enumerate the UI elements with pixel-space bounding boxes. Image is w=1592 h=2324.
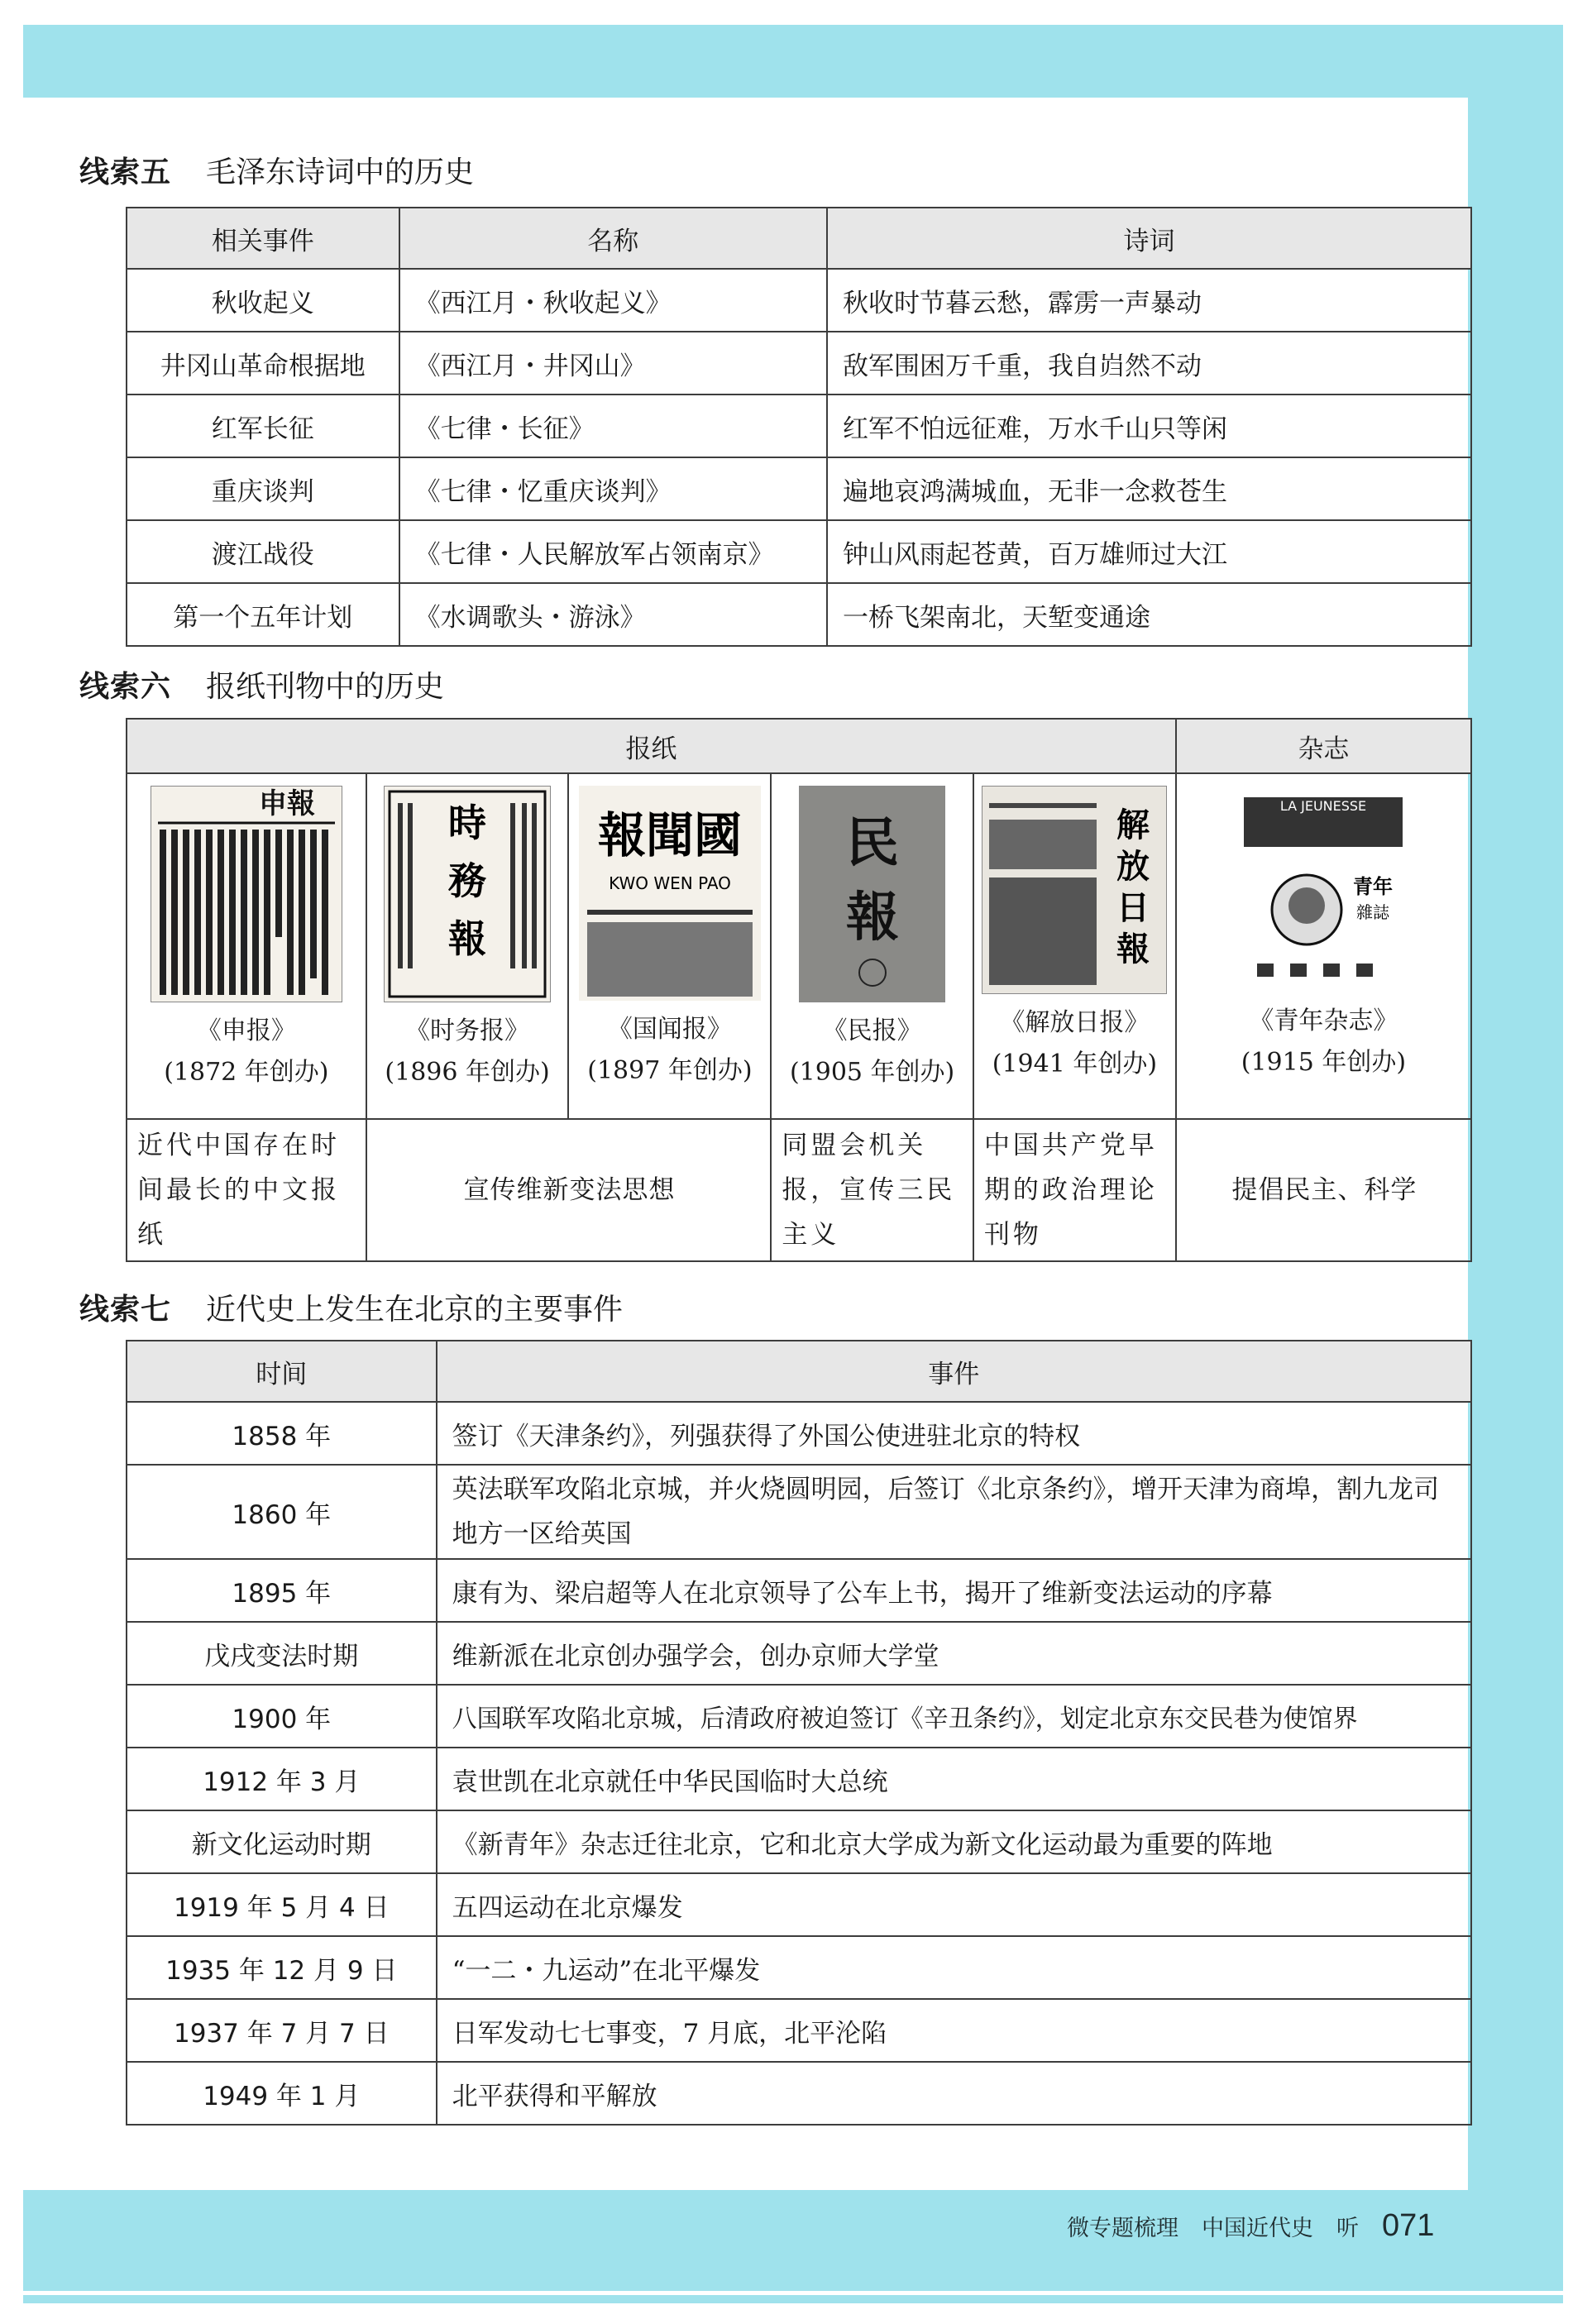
time-cell: 新文化运动时期 — [127, 1810, 437, 1873]
masthead-char: 務 — [448, 858, 487, 903]
event-cell: 北平获得和平解放 — [437, 2062, 1471, 2125]
column-header: 时间 — [127, 1341, 437, 1402]
event-cell: “一二・九运动”在北平爆发 — [437, 1936, 1471, 1999]
event-cell: 秋收起义 — [127, 269, 399, 332]
time-cell: 1912 年 3 月 — [127, 1748, 437, 1810]
paper-name: 《国闻报》 — [607, 1015, 732, 1044]
masthead-char: 民 — [846, 812, 900, 874]
poem-title-cell: 《七律・忆重庆谈判》 — [399, 457, 827, 520]
time-cell: 1895 年 — [127, 1559, 437, 1622]
poem-line-cell: 遍地哀鸿满城血，无非一念救苍生 — [827, 457, 1471, 520]
section-tag: 线索六 — [79, 670, 172, 704]
shiwubao-cover — [385, 787, 550, 1002]
time-cell: 1919 年 5 月 4 日 — [127, 1873, 437, 1936]
section-6-heading — [79, 663, 444, 705]
masthead-text: 青年 — [1353, 874, 1394, 898]
beijing-events-table — [126, 1340, 1472, 2126]
event-cell: 日军发动七七事变，7 月底，北平沦陷 — [437, 1999, 1471, 2062]
time-cell: 1949 年 1 月 — [127, 2062, 437, 2125]
section-tag: 线索五 — [79, 155, 172, 189]
paper-cell-shenbao — [127, 773, 366, 1119]
paper-name: 《青年杂志》 — [1249, 1007, 1398, 1035]
paper-cell-shiwubao — [366, 773, 569, 1119]
masthead-char: 放 — [1116, 847, 1150, 886]
table-row — [127, 1559, 1471, 1622]
minbao-image — [799, 786, 945, 1002]
event-cell: 维新派在北京创办强学会，创办京师大学堂 — [437, 1622, 1471, 1685]
poem-title-cell: 《七律・长征》 — [399, 395, 827, 457]
poem-line-cell: 红军不怕远征难，万水千山只等闲 — [827, 395, 1471, 457]
paper-year: (1905 年创办) — [789, 1058, 955, 1087]
table-row — [127, 1936, 1471, 1999]
purpose-cell: 近代中国存在时间最长的中文报纸 — [127, 1119, 366, 1261]
table-header-row — [127, 208, 1471, 269]
newspapers-table — [126, 718, 1472, 1262]
event-cell: 井冈山革命根据地 — [127, 332, 399, 395]
masthead-text: 雜誌 — [1356, 902, 1390, 922]
poem-line-cell: 敌军围困万千重，我自岿然不动 — [827, 332, 1471, 395]
time-cell: 1935 年 12 月 9 日 — [127, 1936, 437, 1999]
masthead-en: KWO WEN PAO — [608, 873, 731, 893]
paper-name: 《民报》 — [822, 1016, 922, 1045]
footer-subject: 中国近代史 — [1202, 2216, 1313, 2241]
paper-year: (1872 年创办) — [164, 1058, 329, 1087]
table-row — [127, 1685, 1471, 1748]
table-row — [127, 520, 1471, 583]
time-cell: 1858 年 — [127, 1402, 437, 1465]
jiefangribao-image — [982, 786, 1167, 994]
minbao-cover — [800, 787, 944, 1002]
table-row — [127, 457, 1471, 520]
table-row — [127, 269, 1471, 332]
qingnianzazhi-image — [1241, 786, 1406, 992]
table-row — [127, 1748, 1471, 1810]
table-row — [127, 1622, 1471, 1685]
page-number: 071 — [1382, 2208, 1435, 2243]
page-frame-top — [23, 25, 1563, 98]
masthead-char: 日 — [1116, 888, 1150, 927]
time-cell: 1937 年 7 月 7 日 — [127, 1999, 437, 2062]
qingnianzazhi-cover — [1241, 786, 1406, 992]
section-7-heading — [79, 1286, 623, 1328]
column-header: 相关事件 — [127, 208, 399, 269]
table-header-row — [127, 719, 1471, 773]
poem-title-cell: 《西江月・井冈山》 — [399, 332, 827, 395]
paper-name: 《解放日报》 — [1000, 1008, 1150, 1037]
purpose-cell: 中国共产党早期的政治理论刊物 — [973, 1119, 1176, 1261]
paper-cell-jiefangribao — [973, 773, 1176, 1119]
column-header: 事件 — [437, 1341, 1471, 1402]
event-cell: 签订《天津条约》，列强获得了外国公使进驻北京的特权 — [437, 1402, 1471, 1465]
event-cell: 第一个五年计划 — [127, 583, 399, 646]
column-header: 诗词 — [827, 208, 1471, 269]
event-cell: 渡江战役 — [127, 520, 399, 583]
guowenbao-image — [579, 786, 761, 1001]
table-row — [127, 332, 1471, 395]
page-footer — [1067, 2208, 1434, 2250]
purpose-cell: 宣传维新变法思想 — [366, 1119, 772, 1261]
images-row — [127, 773, 1471, 1119]
shenbao-image — [151, 786, 342, 1002]
paper-year: (1897 年创办) — [587, 1056, 753, 1085]
purpose-row — [127, 1119, 1471, 1261]
paper-cell-qingnianzazhi — [1176, 773, 1471, 1119]
table-row — [127, 1402, 1471, 1465]
masthead-text: 申報 — [258, 787, 315, 820]
event-cell: 红军长征 — [127, 395, 399, 457]
column-header: 名称 — [399, 208, 827, 269]
footer-listen: 听 — [1336, 2216, 1359, 2241]
table-row — [127, 1999, 1471, 2062]
paper-name: 《申报》 — [196, 1016, 296, 1045]
masthead-char: 解 — [1116, 806, 1150, 844]
masthead-text: 報聞國 — [597, 807, 742, 863]
table-row — [127, 1810, 1471, 1873]
event-cell: 重庆谈判 — [127, 457, 399, 520]
section-title: 毛泽东诗词中的历史 — [206, 155, 475, 189]
paper-cell-guowenbao — [568, 773, 771, 1119]
poem-line-cell: 一桥飞架南北，天堑变通途 — [827, 583, 1471, 646]
poem-title-cell: 《七律・人民解放军占领南京》 — [399, 520, 827, 583]
masthead-char: 報 — [448, 916, 487, 961]
newspaper-header: 报纸 — [127, 719, 1176, 773]
table-row — [127, 2062, 1471, 2125]
masthead-char: 報 — [846, 887, 900, 949]
purpose-cell: 同盟会机关报，宣传三民主义 — [771, 1119, 973, 1261]
time-cell: 戊戌变法时期 — [127, 1622, 437, 1685]
event-cell: 《新青年》杂志迁往北京，它和北京大学成为新文化运动最为重要的阵地 — [437, 1810, 1471, 1873]
table-row — [127, 395, 1471, 457]
paper-cell-minbao — [771, 773, 973, 1119]
section-5-heading — [79, 149, 474, 191]
purpose-cell: 提倡民主、科学 — [1176, 1119, 1471, 1261]
table-row — [127, 583, 1471, 646]
jiefangribao-front-page — [982, 787, 1166, 993]
event-cell: 袁世凯在北京就任中华民国临时大总统 — [437, 1748, 1471, 1810]
event-cell: 康有为、梁启超等人在北京领导了公车上书，揭开了维新变法运动的序幕 — [437, 1559, 1471, 1622]
page-frame-right — [1468, 98, 1563, 2190]
guowenbao-masthead — [579, 786, 761, 1001]
section-title: 近代史上发生在北京的主要事件 — [206, 1293, 624, 1327]
paper-year: (1915 年创办) — [1241, 1048, 1407, 1077]
event-cell: 八国联军攻陷北京城，后清政府被迫签订《辛丑条约》，划定北京东交民巷为使馆界 — [437, 1685, 1471, 1748]
time-cell: 1900 年 — [127, 1685, 437, 1748]
paper-name: 《时务报》 — [405, 1016, 530, 1045]
poem-line-cell: 钟山风雨起苍黄，百万雄师过大江 — [827, 520, 1471, 583]
section-tag: 线索七 — [79, 1293, 172, 1327]
paper-year: (1896 年创办) — [385, 1058, 550, 1087]
event-cell: 英法联军攻陷北京城，并火烧圆明园，后签订《北京条约》，增开天津为商埠，割九龙司地方一区给英国 — [437, 1465, 1471, 1559]
masthead-char: 報 — [1116, 930, 1150, 968]
page-frame-strip — [23, 2295, 1563, 2303]
poem-line-cell: 秋收时节暮云愁，霹雳一声暴动 — [827, 269, 1471, 332]
shiwubao-image — [384, 786, 551, 1002]
poem-title-cell: 《水调歌头・游泳》 — [399, 583, 827, 646]
poems-table — [126, 207, 1472, 647]
magazine-header: 杂志 — [1176, 719, 1471, 773]
footer-series: 微专题梳理 — [1067, 2216, 1178, 2241]
paper-year: (1941 年创办) — [992, 1050, 1158, 1078]
shenbao-front-page — [151, 787, 342, 1002]
table-row — [127, 1873, 1471, 1936]
poem-title-cell: 《西江月・秋收起义》 — [399, 269, 827, 332]
event-cell: 五四运动在北京爆发 — [437, 1873, 1471, 1936]
time-cell: 1860 年 — [127, 1465, 437, 1559]
masthead-en: LA JEUNESSE — [1280, 798, 1367, 814]
table-row — [127, 1465, 1471, 1559]
table-header-row — [127, 1341, 1471, 1402]
section-title: 报纸刊物中的历史 — [206, 670, 445, 704]
masthead-char: 時 — [448, 801, 487, 845]
